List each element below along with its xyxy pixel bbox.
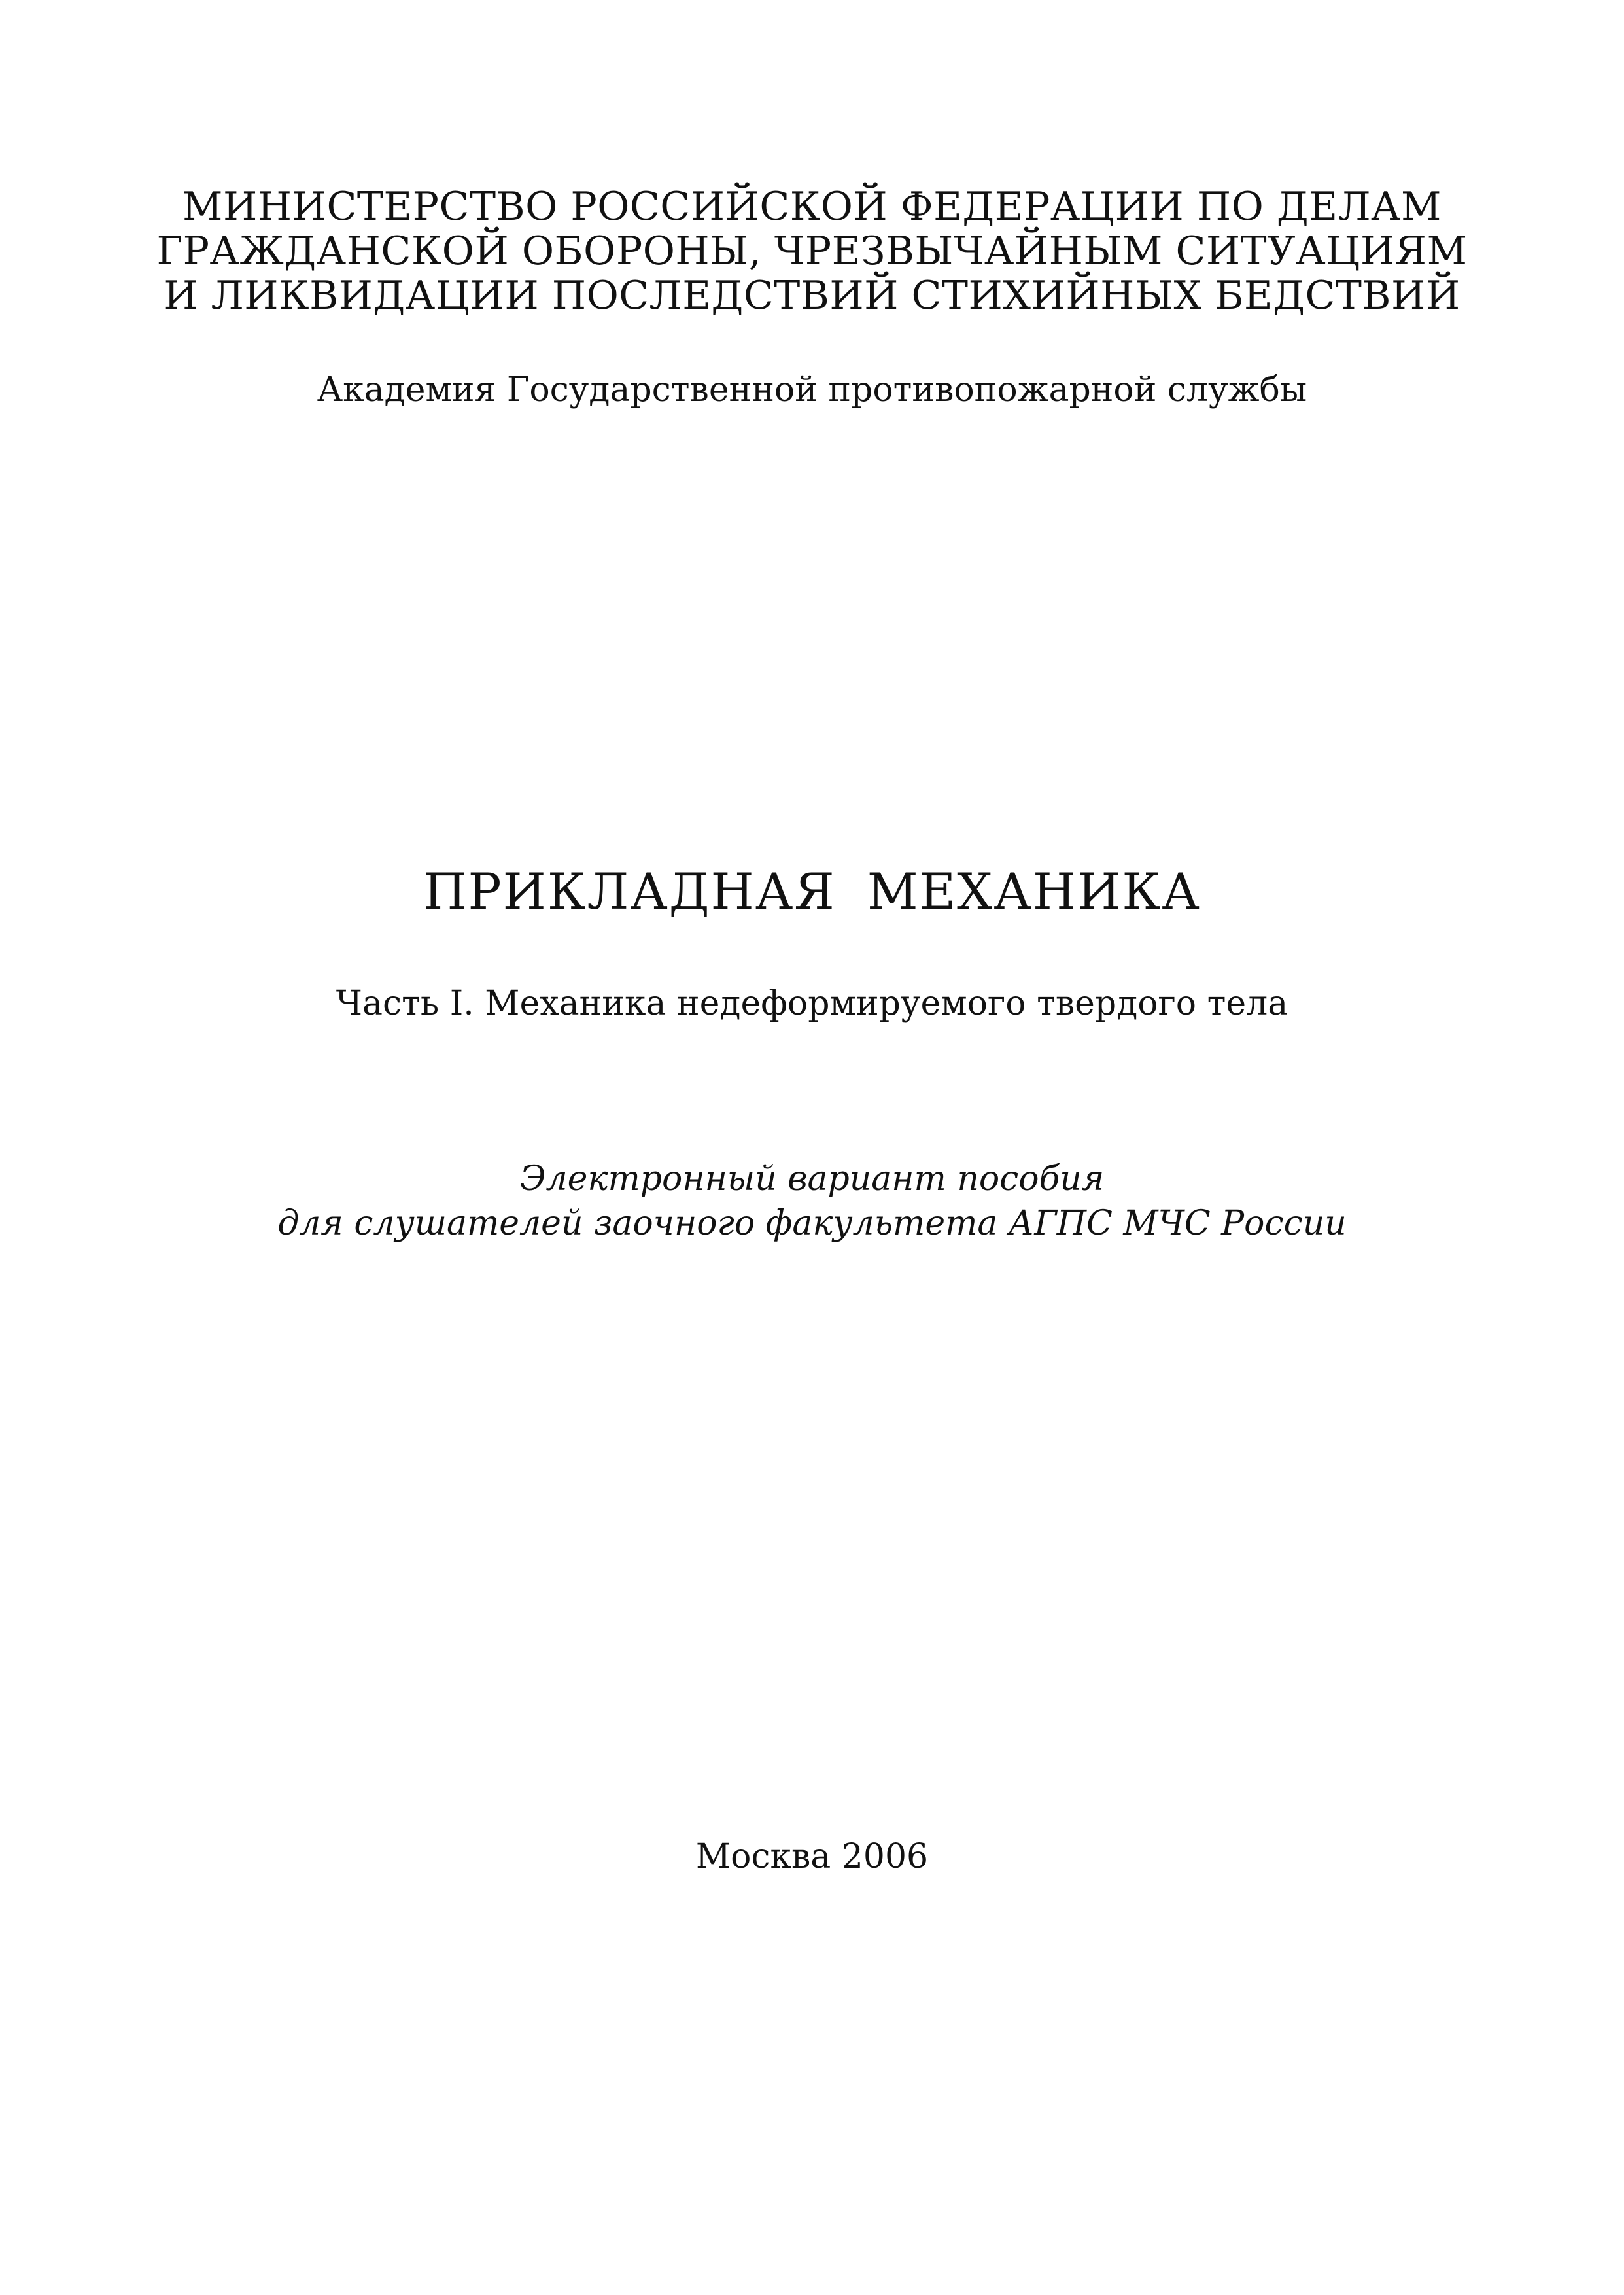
city-year: Москва 2006 bbox=[695, 1837, 929, 1876]
ministry-line: ГРАЖДАНСКОЙ ОБОРОНЫ, ЧРЕЗВЫЧАЙНЫМ СИТУАЦИЯМ bbox=[156, 228, 1468, 274]
description-line: для слушателей заочного факультета АГПС МЧС России bbox=[277, 1204, 1347, 1243]
document-title: ПРИКЛАДНАЯ МЕХАНИКА bbox=[423, 862, 1201, 920]
ministry-line: МИНИСТЕРСТВО РОССИЙСКОЙ ФЕДЕРАЦИИ ПО ДЕЛАМ bbox=[182, 184, 1442, 230]
document-subtitle: Часть I. Механика недеформируемого твердого тела bbox=[336, 984, 1288, 1023]
academy-name: Академия Государственной противопожарной службы bbox=[317, 370, 1307, 410]
ministry-line: И ЛИКВИДАЦИИ ПОСЛЕДСТВИЙ СТИХИЙНЫХ БЕДСТВИЙ bbox=[164, 273, 1460, 319]
description-line: Электронный вариант пособия bbox=[519, 1159, 1105, 1199]
ministry-heading bbox=[0, 184, 1624, 318]
document-description bbox=[0, 1157, 1624, 1246]
